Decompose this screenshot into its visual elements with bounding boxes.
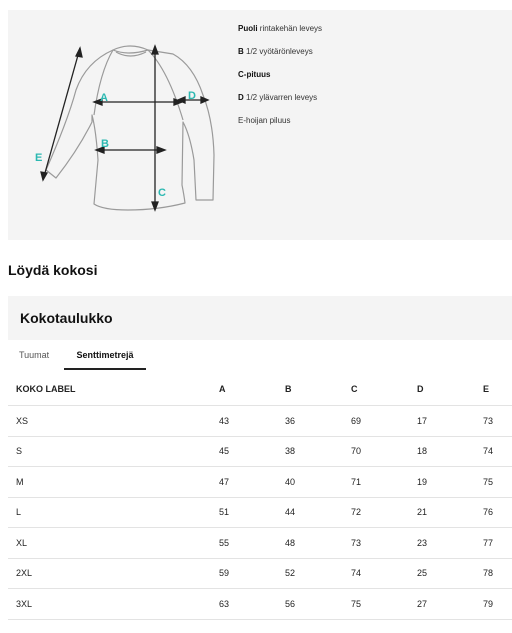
label-b: B: [101, 138, 109, 150]
cell-c: 75: [351, 589, 417, 620]
tab-centimeters[interactable]: [64, 350, 146, 370]
cell-a: 51: [219, 497, 285, 528]
size-chart-title: Kokotaulukko: [20, 310, 113, 326]
tab-centimeters-label: Senttimetrejä: [76, 350, 134, 360]
cell-d: 18: [417, 436, 483, 467]
cell-b: 52: [285, 558, 351, 589]
cell-a: 63: [219, 589, 285, 620]
cell-size: XS: [8, 406, 219, 437]
cell-b: 40: [285, 467, 351, 498]
table-row: [8, 497, 512, 528]
cell-a: 47: [219, 467, 285, 498]
legend-item-e: E-hoijan piluus: [238, 116, 291, 125]
cell-d: 19: [417, 467, 483, 498]
table-row: [8, 589, 512, 620]
table-row: [8, 528, 512, 559]
label-c: C: [158, 187, 166, 199]
cell-a: 55: [219, 528, 285, 559]
cell-d: 21: [417, 497, 483, 528]
cell-size: M: [8, 467, 219, 498]
table-row: [8, 467, 512, 498]
cell-a: 45: [219, 436, 285, 467]
cell-c: 74: [351, 558, 417, 589]
cell-e: 74: [483, 436, 512, 467]
cell-e: 79: [483, 589, 512, 620]
cell-d: 17: [417, 406, 483, 437]
table-header-row: [8, 373, 512, 406]
cell-a: 43: [219, 406, 285, 437]
cell-size: 3XL: [8, 589, 219, 620]
table-row: [8, 406, 512, 437]
header-d: D: [417, 373, 483, 406]
size-table: [8, 373, 512, 620]
cell-b: 48: [285, 528, 351, 559]
cell-c: 73: [351, 528, 417, 559]
header-b: B: [285, 373, 351, 406]
cell-d: 25: [417, 558, 483, 589]
label-a: A: [100, 92, 108, 104]
cell-d: 23: [417, 528, 483, 559]
cell-e: 75: [483, 467, 512, 498]
cell-a: 59: [219, 558, 285, 589]
header-c: C: [351, 373, 417, 406]
table-row: [8, 436, 512, 467]
table-row: [8, 558, 512, 589]
cell-b: 38: [285, 436, 351, 467]
cell-e: 76: [483, 497, 512, 528]
cell-e: 73: [483, 406, 512, 437]
shirt-measurement-illustration: [8, 10, 238, 240]
cell-d: 27: [417, 589, 483, 620]
cell-size: S: [8, 436, 219, 467]
cell-size: L: [8, 497, 219, 528]
cell-c: 69: [351, 406, 417, 437]
cell-b: 44: [285, 497, 351, 528]
legend-item-b: B 1/2 vyötärönleveys: [238, 47, 313, 56]
size-chart-header: [8, 296, 512, 340]
cell-c: 70: [351, 436, 417, 467]
cell-e: 78: [483, 558, 512, 589]
legend-item-d: D 1/2 ylävarren leveys: [238, 93, 318, 102]
active-tab-indicator: [64, 368, 146, 370]
cell-c: 72: [351, 497, 417, 528]
cell-b: 36: [285, 406, 351, 437]
cell-e: 77: [483, 528, 512, 559]
e-measure-arrow: [43, 48, 80, 180]
cell-b: 56: [285, 589, 351, 620]
legend-item-a: Puoli rintakehän leveys: [238, 24, 323, 33]
cell-size: XL: [8, 528, 219, 559]
label-d: D: [188, 90, 196, 102]
measurement-diagram-panel: [8, 10, 512, 240]
header-size-label: KOKO LABEL: [8, 373, 219, 406]
unit-tabs: [8, 340, 512, 370]
cell-c: 71: [351, 467, 417, 498]
header-a: A: [219, 373, 285, 406]
header-e: E: [483, 373, 512, 406]
legend-item-c: C-pituus: [238, 70, 271, 79]
cell-size: 2XL: [8, 558, 219, 589]
tab-inches[interactable]: Tuumat: [19, 350, 50, 360]
find-size-heading: Löydä kokosi: [8, 262, 98, 278]
label-e: E: [35, 152, 43, 164]
measurement-legend: [238, 24, 498, 139]
